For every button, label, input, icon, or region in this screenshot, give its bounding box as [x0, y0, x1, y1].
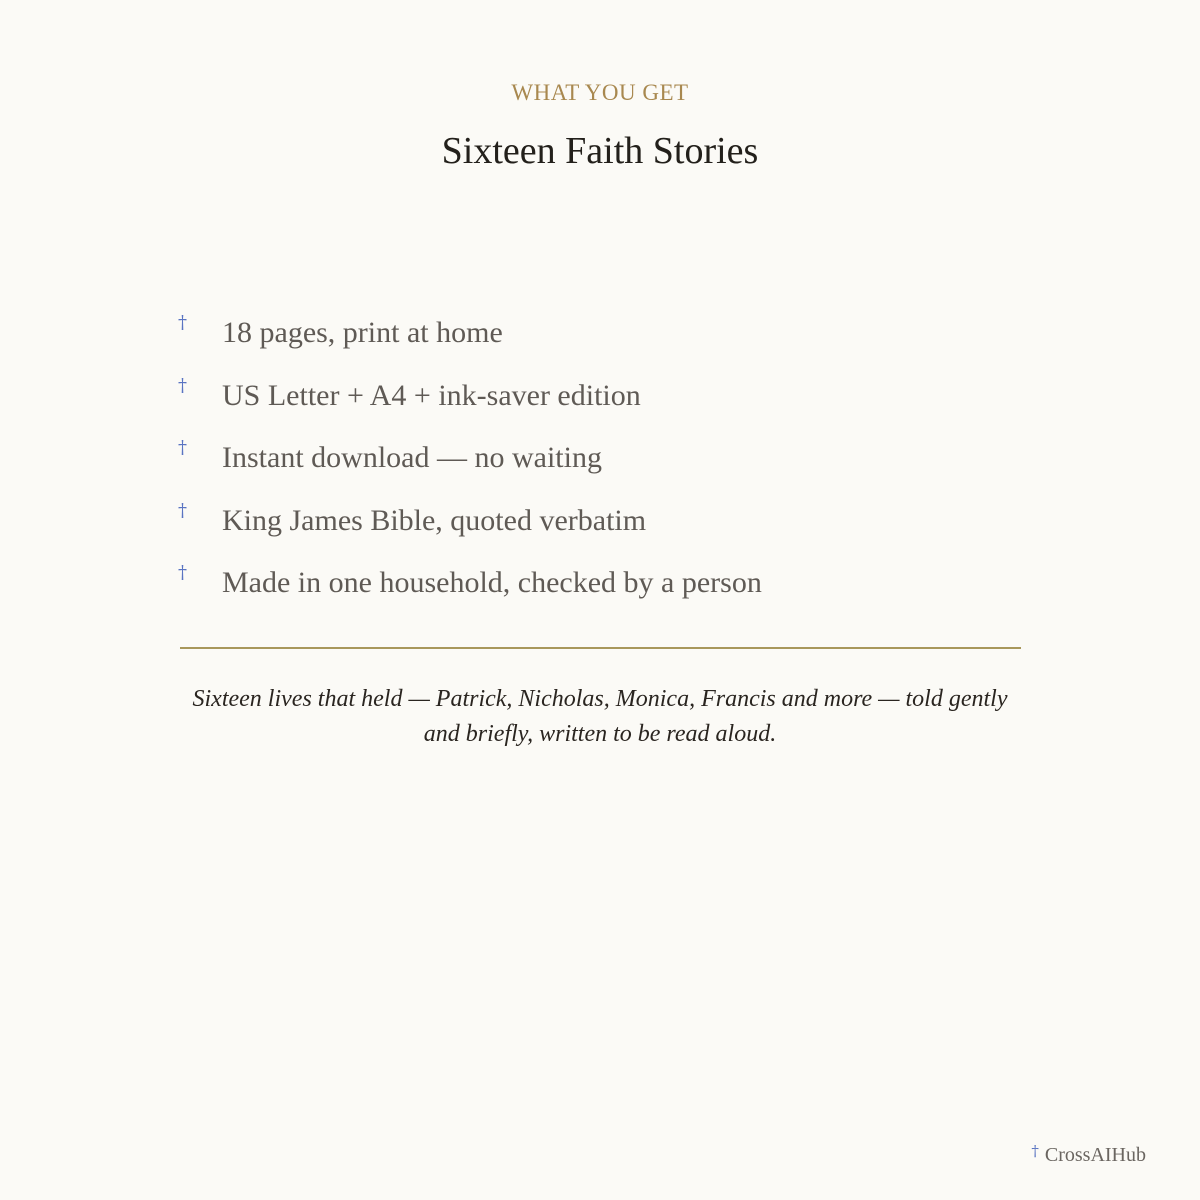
divider — [180, 647, 1021, 649]
cross-icon: † — [178, 312, 187, 333]
brand-name: CrossAIHub — [1044, 1144, 1146, 1166]
feature-text: 18 pages, print at home — [222, 316, 503, 349]
cross-icon: † — [178, 437, 187, 458]
cross-icon: † — [178, 499, 187, 521]
eyebrow-label: WHAT YOU GET — [511, 80, 689, 105]
description-text: Sixteen lives that held — Patrick, Nicholas, Monica, Francis and more — told gently and briefly, written to be read aloud. — [192, 686, 1008, 747]
cross-icon: † — [1031, 1142, 1039, 1160]
cross-icon: † — [178, 374, 187, 396]
cross-icon: † — [178, 562, 187, 583]
feature-text: US Letter + A4 + ink-saver edition — [222, 378, 641, 412]
feature-text: King James Bible, quoted verbatim — [222, 503, 647, 537]
feature-text: Made in one household, checked by a person — [222, 566, 762, 599]
page-title: Sixteen Faith Stories — [441, 130, 759, 172]
footer-brand-mark — [1031, 1144, 1146, 1167]
feature-text: Instant download — no waiting — [222, 441, 602, 474]
